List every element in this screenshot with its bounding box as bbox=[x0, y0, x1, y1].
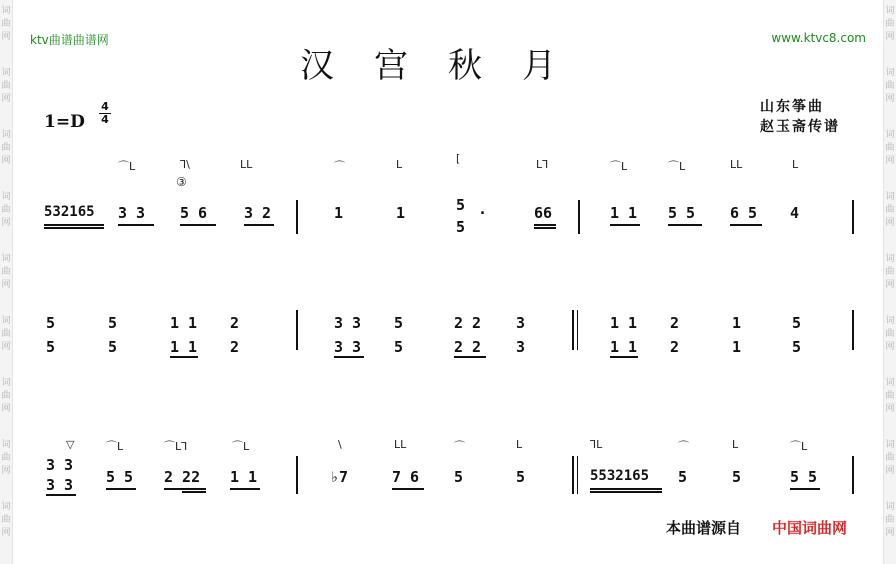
watermark-glyph: 词 bbox=[885, 316, 895, 326]
underline bbox=[44, 227, 104, 229]
watermark-glyph: 网 bbox=[1, 466, 11, 476]
watermark-glyph: 曲 bbox=[1, 453, 11, 463]
ornament: ⌒L bbox=[118, 160, 136, 173]
ornament: L⅂ bbox=[536, 158, 549, 171]
watermark-glyph: 曲 bbox=[1, 143, 11, 153]
barline bbox=[852, 310, 854, 350]
note: 5 bbox=[454, 468, 464, 486]
watermark-glyph: 词 bbox=[1, 440, 11, 450]
watermark-glyph: 网 bbox=[1, 404, 11, 414]
underline bbox=[590, 488, 662, 490]
note-group: 66 bbox=[534, 204, 553, 222]
note-group: 1 1 bbox=[610, 204, 638, 222]
note-group: 2 22 bbox=[164, 468, 201, 486]
underline bbox=[668, 224, 702, 226]
note-group: 3 2 bbox=[244, 204, 272, 222]
note: ♭7 bbox=[330, 468, 349, 486]
watermark-glyph: 网 bbox=[885, 466, 895, 476]
note: 5 bbox=[732, 468, 742, 486]
underline bbox=[230, 488, 260, 490]
time-signature bbox=[98, 101, 112, 126]
note: 4 bbox=[790, 204, 800, 222]
note: 1 bbox=[334, 204, 344, 222]
watermark-glyph: 网 bbox=[885, 342, 895, 352]
note: 5 bbox=[456, 196, 466, 214]
note-group: 6 5 bbox=[730, 204, 758, 222]
note: 3 bbox=[516, 314, 526, 332]
watermark-glyph: 词 bbox=[885, 440, 895, 450]
watermark-glyph: 曲 bbox=[885, 205, 895, 215]
ornament: ⌒L bbox=[106, 440, 124, 453]
note-group: 3 3 bbox=[46, 456, 74, 474]
ornament: ⌒L bbox=[610, 160, 628, 173]
underline bbox=[244, 224, 274, 226]
note: 5 bbox=[516, 468, 526, 486]
note: 2 bbox=[230, 314, 240, 332]
underline bbox=[454, 356, 486, 358]
underline bbox=[170, 356, 198, 358]
watermark-glyph: 网 bbox=[1, 156, 11, 166]
note-group: 5 6 bbox=[180, 204, 208, 222]
double-barline bbox=[572, 456, 574, 494]
watermark-glyph: 曲 bbox=[1, 267, 11, 277]
ornament: L bbox=[396, 158, 403, 171]
watermark-glyph: 曲 bbox=[885, 267, 895, 277]
underline bbox=[118, 224, 154, 226]
watermark-glyph: 网 bbox=[885, 528, 895, 538]
barline bbox=[852, 200, 854, 234]
underline bbox=[534, 227, 556, 229]
ornament: ⌒L bbox=[668, 160, 686, 173]
watermark-glyph: 网 bbox=[885, 156, 895, 166]
ornament: ⌒L bbox=[790, 440, 808, 453]
note-group: 5532165 bbox=[590, 468, 650, 484]
watermark-glyph: 曲 bbox=[1, 81, 11, 91]
ornament: ▽ bbox=[66, 438, 75, 451]
watermark-glyph: 曲 bbox=[885, 515, 895, 525]
watermark-glyph: 曲 bbox=[885, 391, 895, 401]
double-barline bbox=[572, 310, 574, 350]
note: 5 bbox=[456, 218, 466, 236]
ornament: ⅂L bbox=[590, 438, 603, 451]
note: 5 bbox=[46, 338, 56, 356]
ornament: ⌒L bbox=[232, 440, 250, 453]
watermark-glyph: 词 bbox=[1, 68, 11, 78]
ornament: ⌒L⅂ bbox=[164, 440, 188, 453]
note-group: 3 3 bbox=[46, 476, 74, 494]
underline bbox=[590, 491, 662, 493]
string-number: ③ bbox=[176, 175, 187, 189]
note: 5 bbox=[394, 338, 404, 356]
watermark-glyph: 网 bbox=[1, 94, 11, 104]
watermark-glyph: 网 bbox=[1, 218, 11, 228]
credit-line-genre: 山东筝曲 bbox=[760, 99, 824, 115]
note: 3 bbox=[516, 338, 526, 356]
ornament: LL bbox=[394, 438, 407, 451]
underline bbox=[534, 224, 556, 226]
underline bbox=[164, 488, 206, 490]
underline bbox=[790, 488, 820, 490]
watermark-glyph: 词 bbox=[1, 130, 11, 140]
watermark-glyph: 曲 bbox=[885, 143, 895, 153]
watermark-glyph: 曲 bbox=[885, 81, 895, 91]
credits bbox=[760, 97, 840, 137]
note: 5 bbox=[108, 314, 118, 332]
ornament: ⅂\ bbox=[180, 158, 190, 171]
ornament: L bbox=[792, 158, 799, 171]
note: 5 bbox=[394, 314, 404, 332]
watermark-glyph: 曲 bbox=[885, 329, 895, 339]
footer-source-label: 本曲谱源自 bbox=[666, 519, 742, 537]
credit-line-transcriber: 赵玉斋传谱 bbox=[760, 119, 840, 135]
watermark-glyph: 词 bbox=[1, 316, 11, 326]
note: 5 bbox=[792, 314, 802, 332]
watermark-glyph: 网 bbox=[885, 280, 895, 290]
site-link-left[interactable]: ktv曲谱曲谱网 bbox=[30, 33, 109, 47]
underline bbox=[44, 224, 104, 226]
note-group: 532165 bbox=[44, 204, 95, 220]
watermark-glyph: 网 bbox=[1, 32, 11, 42]
watermark-glyph: 词 bbox=[885, 378, 895, 388]
footer-source-site[interactable]: 中国词曲网 bbox=[772, 519, 848, 537]
watermark-glyph: 曲 bbox=[1, 19, 11, 29]
watermark-glyph: 网 bbox=[885, 404, 895, 414]
watermark-glyph: 词 bbox=[1, 192, 11, 202]
barline bbox=[852, 456, 854, 494]
watermark-glyph: 词 bbox=[885, 254, 895, 264]
note-group: 2 2 bbox=[454, 338, 482, 356]
watermark-glyph: 词 bbox=[1, 502, 11, 512]
note: 1 bbox=[732, 338, 742, 356]
watermark-glyph: 网 bbox=[1, 528, 11, 538]
ornament: L bbox=[732, 438, 739, 451]
note-group: 3 3 bbox=[118, 204, 146, 222]
watermark-glyph: 曲 bbox=[1, 329, 11, 339]
ornament: [ bbox=[456, 152, 461, 165]
note: 5 bbox=[46, 314, 56, 332]
underline bbox=[106, 488, 136, 490]
note-group: 1 1 bbox=[230, 468, 258, 486]
ornament: \ bbox=[338, 438, 342, 451]
watermark-glyph: 词 bbox=[1, 6, 11, 16]
note: 2 bbox=[670, 338, 680, 356]
watermark-glyph: 网 bbox=[885, 218, 895, 228]
watermark-glyph: 词 bbox=[885, 192, 895, 202]
dot-extension: · bbox=[478, 204, 488, 222]
watermark-glyph: 词 bbox=[885, 6, 895, 16]
time-signature-bottom: 4 bbox=[101, 113, 109, 126]
note: 2 bbox=[230, 338, 240, 356]
note-group: 2 2 bbox=[454, 314, 482, 332]
note-group: 5 5 bbox=[790, 468, 818, 486]
note-group: 5 5 bbox=[668, 204, 696, 222]
watermark-glyph: 曲 bbox=[1, 515, 11, 525]
note: 1 bbox=[732, 314, 742, 332]
watermark-glyph: 词 bbox=[885, 502, 895, 512]
key-signature: 1=D bbox=[44, 112, 85, 132]
ornament: ⌒ bbox=[454, 440, 465, 453]
underline bbox=[46, 494, 76, 496]
watermark-glyph: 词 bbox=[885, 68, 895, 78]
watermark-glyph: 曲 bbox=[885, 19, 895, 29]
underline bbox=[610, 224, 640, 226]
underline bbox=[182, 491, 206, 493]
barline bbox=[296, 310, 298, 350]
note-group: 5 5 bbox=[106, 468, 134, 486]
underline bbox=[610, 356, 638, 358]
note-group: 1 1 bbox=[170, 314, 198, 332]
note-group: 1 1 bbox=[610, 314, 638, 332]
note-group: 1 1 bbox=[610, 338, 638, 356]
note: 5 bbox=[792, 338, 802, 356]
underline bbox=[730, 224, 762, 226]
ornament: ⌒ bbox=[678, 440, 689, 453]
time-signature-top: 4 bbox=[101, 100, 109, 113]
note-group: 7 6 bbox=[392, 468, 420, 486]
site-link-right[interactable]: www.ktvc8.com bbox=[771, 31, 866, 45]
watermark-glyph: 词 bbox=[1, 378, 11, 388]
note-group: 3 3 bbox=[334, 338, 362, 356]
barline bbox=[578, 200, 580, 234]
watermark-glyph: 词 bbox=[885, 130, 895, 140]
watermark-glyph: 曲 bbox=[1, 205, 11, 215]
underline bbox=[334, 356, 364, 358]
ornament: LL bbox=[730, 158, 743, 171]
underline bbox=[180, 224, 216, 226]
barline bbox=[296, 456, 298, 494]
underline bbox=[392, 488, 424, 490]
watermark-glyph: 曲 bbox=[885, 453, 895, 463]
barline bbox=[296, 200, 298, 234]
watermark-glyph: 曲 bbox=[1, 391, 11, 401]
note-group: 3 3 bbox=[334, 314, 362, 332]
watermark-glyph: 词 bbox=[1, 254, 11, 264]
watermark-glyph: 网 bbox=[1, 280, 11, 290]
watermark-glyph: 网 bbox=[885, 94, 895, 104]
ornament: LL bbox=[240, 158, 253, 171]
note: 2 bbox=[670, 314, 680, 332]
note: 5 bbox=[678, 468, 688, 486]
ornament: ⌒ bbox=[334, 160, 345, 173]
note: 1 bbox=[396, 204, 406, 222]
score-title: 汉宫秋月 bbox=[300, 46, 596, 86]
watermark-glyph: 网 bbox=[885, 32, 895, 42]
ornament: L bbox=[516, 438, 523, 451]
note-group: 1 1 bbox=[170, 338, 198, 356]
watermark-glyph: 网 bbox=[1, 342, 11, 352]
note: 5 bbox=[108, 338, 118, 356]
